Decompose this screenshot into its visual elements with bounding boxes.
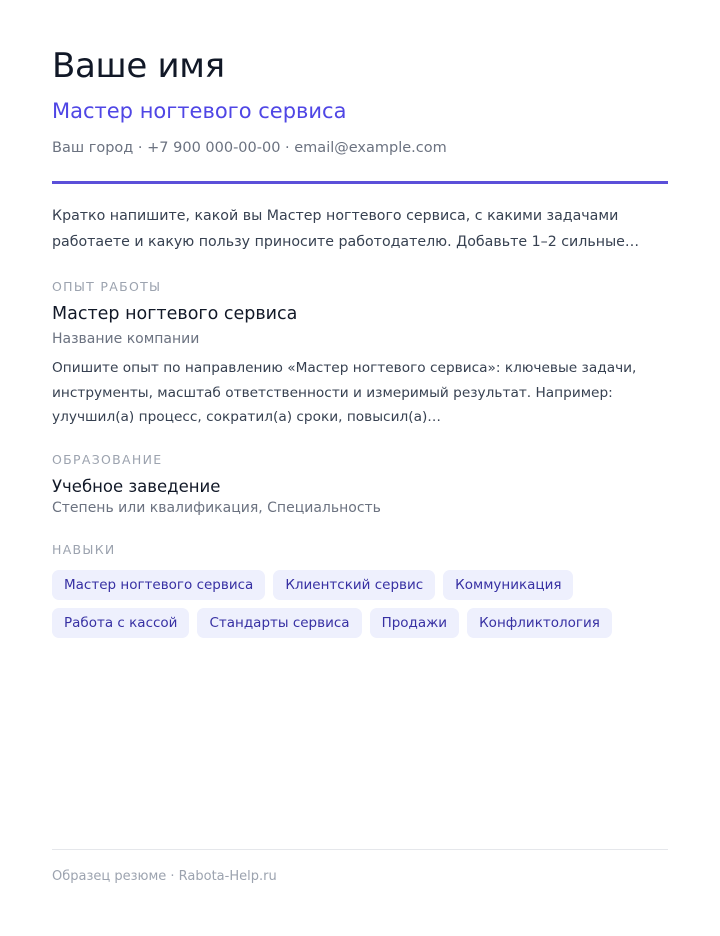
- section-title-experience: ОПЫТ РАБОТЫ: [52, 279, 162, 294]
- candidate-role: Мастер ногтевого сервиса: [52, 99, 347, 123]
- company-name: Название компании: [52, 331, 200, 347]
- skill-tag: Работа с кассой: [52, 608, 189, 638]
- resume-page: [52, 0, 668, 936]
- skills-list: [52, 570, 668, 638]
- skill-tag: Коммуникация: [443, 570, 573, 600]
- section-title-education: ОБРАЗОВАНИЕ: [52, 452, 163, 467]
- footer-divider: [52, 849, 668, 850]
- skill-tag: Конфликтология: [467, 608, 612, 638]
- education-institution: Учебное заведение: [52, 477, 221, 496]
- footer-text: Образец резюме · Rabota-Help.ru: [52, 869, 277, 884]
- contact-line: Ваш город · +7 900 000-00-00 · email@example.com: [52, 140, 447, 156]
- candidate-name: Ваше имя: [52, 46, 225, 86]
- skill-tag: Стандарты сервиса: [197, 608, 361, 638]
- section-title-skills: НАВЫКИ: [52, 542, 116, 557]
- header-divider: [52, 181, 668, 184]
- skill-tag: Клиентский сервис: [273, 570, 435, 600]
- job-title: Мастер ногтевого сервиса: [52, 304, 298, 324]
- education-degree: Степень или квалификация, Специальность: [52, 500, 381, 516]
- skill-tag: Мастер ногтевого сервиса: [52, 570, 265, 600]
- summary-text: Кратко напишите, какой вы Мастер ногтевого сервиса, с какими задачами работаете и какую пользу приносите работодателю. Добавьте 1–2 сильные…: [52, 208, 640, 250]
- skill-tag: Продажи: [370, 608, 460, 638]
- job-description: Опишите опыт по направлению «Мастер ногтевого сервиса»: ключевые задачи, инструменты, масштаб ответственности и измеримый результат. Например: улучшил(а) процесс, сократил(а) сроки, повысил(а)…: [52, 360, 637, 425]
